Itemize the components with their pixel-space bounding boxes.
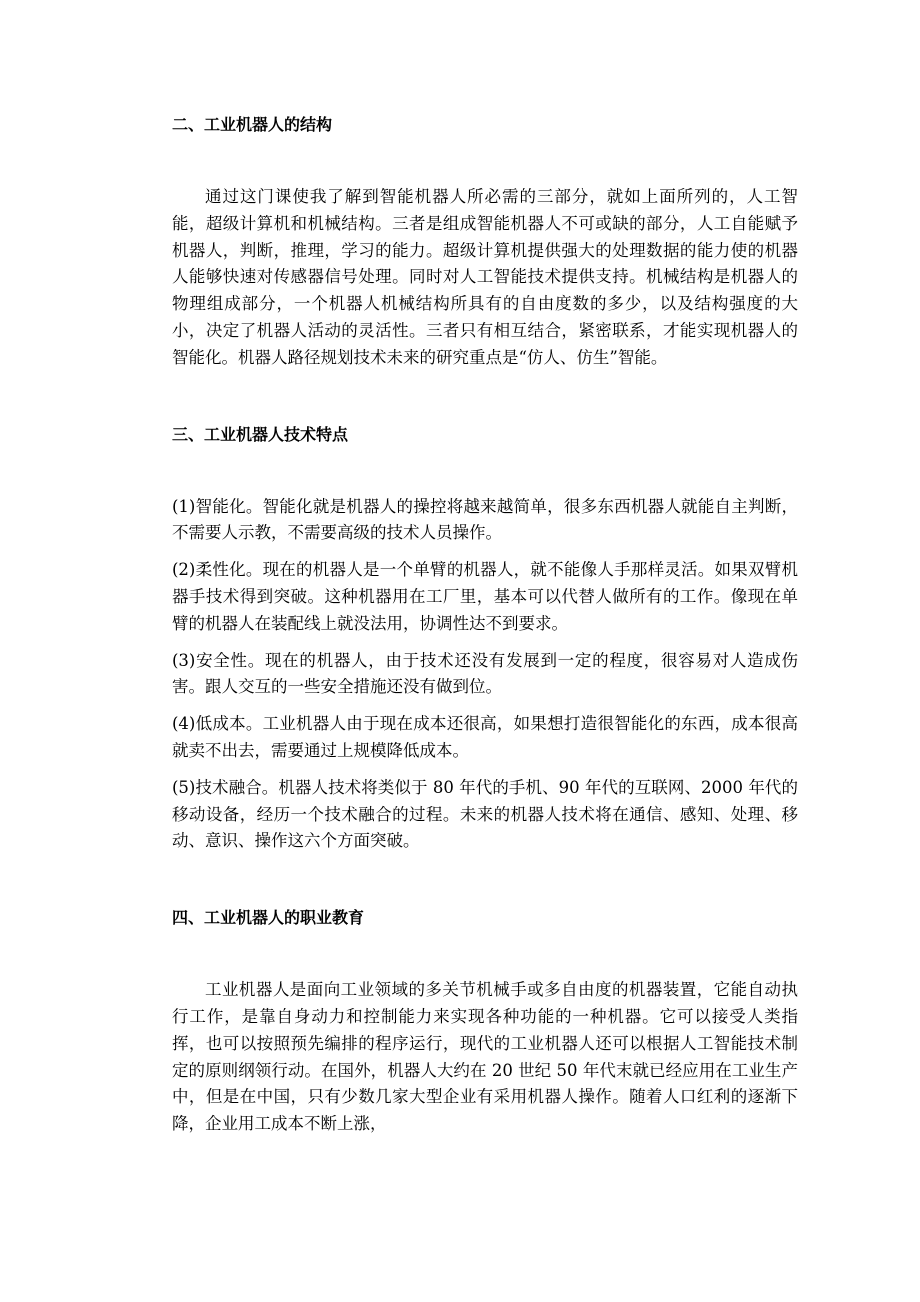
structure-paragraph: 通过这门课使我了解到智能机器人所必需的三部分，就如上面所列的，人工智能，超级计算机和机械结构。三者是组成智能机器人不可或缺的部分，人工自能赋予机器人，判断，推理，学习的能力。超级计算机提供强大的处理数据的能力使的机器人能够快速对传感器信号处理。同时对人工智能技术提供支持。机械结构是机器人的物理组成部分，一个机器人机械结构所具有的自由度数的多少，以及结构强度的大小，决定了机器人活动的灵活性。三者只有相互结合，紧密联系，才能实现机器人的智能化。机器人路径规划技术未来的研究重点是“仿人、仿生”智能。 (172, 187, 798, 367)
education-paragraph: 工业机器人是面向工业领域的多关节机械手或多自由度的机器装置，它能自动执行工作，是靠自身动力和控制能力来实现各种功能的一种机器。它可以接受人类指挥，也可以按照预先编排的程序运行，现代的工业机器人还可以根据人工智能技术制定的原则纲领行动。在国外，机器人大约在 20 世纪 50 年代末就已经应用在工业生产中，但是在中国，只有少数几家大型企业有采用机器人操作。随着人口红利的逐渐下降，企业用工成本不断上涨， (172, 980, 798, 1134)
feature-item-integration: (5)技术融合。机器人技术将类似于 80 年代的手机、90 年代的互联网、2000 年代的移动设备，经历一个技术融合的过程。未来的机器人技术将在通信、感知、处理、移动、意识、操作这六个方面突破。 (172, 777, 798, 851)
section-heading-structure: 二、工业机器人的结构 (172, 115, 333, 134)
feature-item-intelligent: (1)智能化。智能化就是机器人的操控将越来越简单，很多东西机器人就能自主判断，不需要人示教，不需要高级的技术人员操作。 (172, 496, 798, 543)
feature-item-flexible: (2)柔性化。现在的机器人是一个单臂的机器人，就不能像人手那样灵活。如果双臂机器手技术得到突破。这种机器用在工厂里，基本可以代替人做所有的工作。像现在单臂的机器人在装配线上就没法用，协调性达不到要求。 (172, 560, 798, 633)
feature-item-safety: (3)安全性。现在的机器人，由于技术还没有发展到一定的程度，很容易对人造成伤害。跟人交互的一些安全措施还没有做到位。 (172, 650, 798, 697)
feature-item-low-cost: (4)低成本。工业机器人由于现在成本还很高，如果想打造很智能化的东西，成本很高就卖不出去，需要通过上规模降低成本。 (172, 714, 798, 760)
document-body (172, 112, 798, 1138)
section-heading-education: 四、工业机器人的职业教育 (172, 908, 365, 928)
section-heading-features: 三、工业机器人技术特点 (172, 424, 349, 444)
